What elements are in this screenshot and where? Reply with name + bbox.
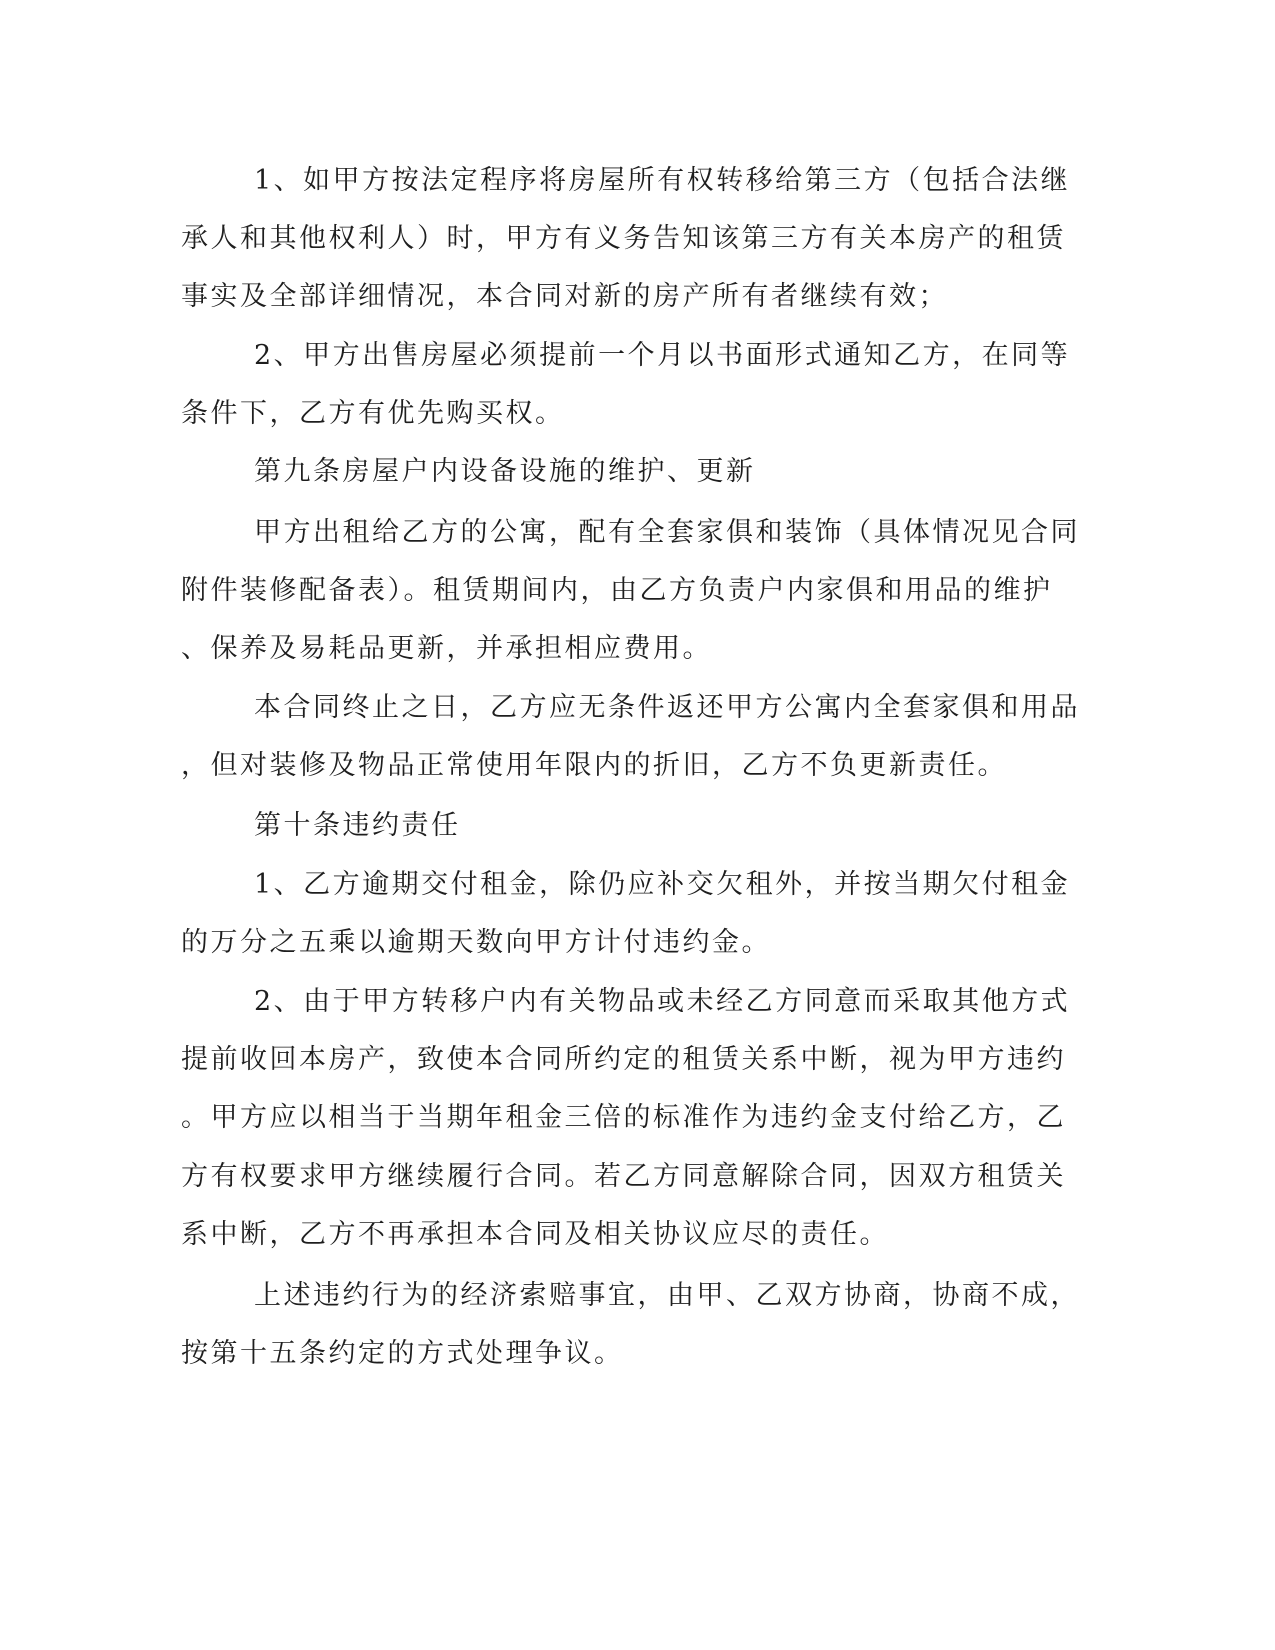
text-line: 承人和其他权利人）时，甲方有义务告知该第三方有关本房产的租赁 [181, 223, 1066, 254]
text-line: ，但对装修及物品正常使用年限内的折旧，乙方不负更新责任。 [181, 750, 1007, 781]
text-line: 方有权要求甲方继续履行合同。若乙方同意解除合同，因双方租赁关 [181, 1161, 1066, 1192]
text-line: 1、如甲方按法定程序将房屋所有权转移给第三方（包括合法继 [254, 165, 1071, 196]
text-line: 甲方出租给乙方的公寓，配有全套家俱和装饰（具体情况见合同 [254, 517, 1080, 548]
text-line: 上述违约行为的经济索赔事宜，由甲、乙双方协商，协商不成， [254, 1280, 1080, 1311]
section-heading: 第十条违约责任 [254, 810, 461, 841]
section-heading: 第九条房屋户内设备设施的维护、更新 [254, 456, 756, 487]
text-line: 附件装修配备表）。租赁期间内，由乙方负责户内家俱和用品的维护 [181, 575, 1053, 606]
text-line: 按第十五条约定的方式处理争议。 [181, 1338, 624, 1369]
text-line: 事实及全部详细情况，本合同对新的房产所有者继续有效； [181, 281, 948, 312]
text-line: 、保养及易耗品更新，并承担相应费用。 [181, 633, 712, 664]
text-line: 。甲方应以相当于当期年租金三倍的标准作为违约金支付给乙方，乙 [181, 1102, 1066, 1133]
text-line: 2、由于甲方转移户内有关物品或未经乙方同意而采取其他方式 [254, 986, 1071, 1017]
text-line: 系中断，乙方不再承担本合同及相关协议应尽的责任。 [181, 1219, 889, 1250]
text-line: 提前收回本房产，致使本合同所约定的租赁关系中断，视为甲方违约 [181, 1044, 1066, 1075]
text-line: 1、乙方逾期交付租金，除仍应补交欠租外，并按当期欠付租金 [254, 869, 1071, 900]
text-line: 条件下，乙方有优先购买权。 [181, 398, 565, 429]
text-line: 2、甲方出售房屋必须提前一个月以书面形式通知乙方，在同等 [254, 340, 1071, 371]
text-line: 的万分之五乘以逾期天数向甲方计付违约金。 [181, 927, 771, 958]
text-line: 本合同终止之日，乙方应无条件返还甲方公寓内全套家俱和用品 [254, 692, 1080, 723]
